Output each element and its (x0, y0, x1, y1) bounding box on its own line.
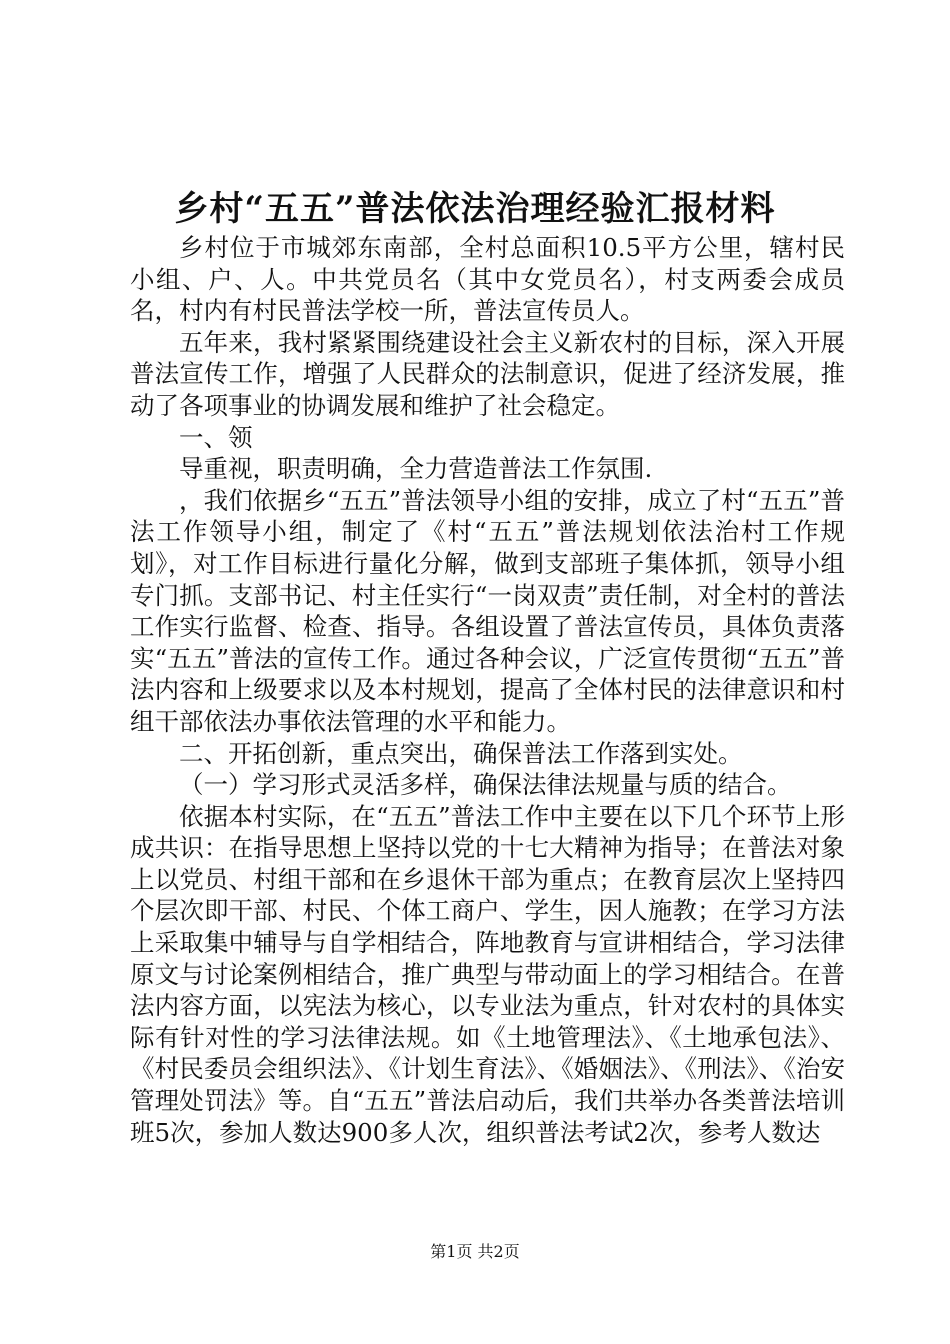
section-heading-2: 二、开拓创新，重点突出，确保普法工作落到实处。 (179, 738, 743, 768)
document-title: 乡村“五五”普法依法治理经验汇报材料 (174, 189, 776, 229)
paragraph-five-years-summary: 五年来，我村紧紧围绕建设社会主义新农村的目标，深入开展普法宣传工作，增强了人民群众的法制意识，促进了经济发展，推动了各项事业的协调发展和维护了社会稳定。 (130, 327, 845, 420)
document-body (130, 232, 845, 1148)
section-heading-1: 一、领 (179, 422, 253, 452)
paragraph-leadership-group: ，我们依据乡“五五”普法领导小组的安排，成立了村“五五”普法工作领导小组，制定了《村“五五”普法规划依法治村工作规划》，对工作目标进行量化分解，做到支部班子集体抓，领导小组专门抓。支部书记、村主任实行“一岗双责”责任制，对全村的普法工作实行监督、检查、指导。各组设置了普法宣传员，具体负责落实“五五”普法的宣传工作。通过各种会议，广泛宣传贯彻“五五”普法内容和上级要求以及本村规划，提高了全体村民的法律意识和村组干部依法办事依法管理的水平和能力。 (130, 485, 845, 736)
page-footer: 第1页 共2页 (430, 1242, 520, 1261)
subsection-heading-2-1: （一）学习形式灵活多样，确保法律法规量与质的结合。 (179, 770, 792, 800)
paragraph-village-overview: 乡村位于市城郊东南部，全村总面积10.5平方公里，辖村民小组、户、人。中共党员名（其中女党员名），村支两委会成员名，村内有村民普法学校一所，普法宣传员人。 (130, 233, 845, 326)
paragraph-study-methods: 依据本村实际，在“五五”普法工作中主要在以下几个环节上形成共识：在指导思想上坚持以党的十七大精神为指导；在普法对象上以党员、村组干部和在乡退休干部为重点；在教育层次上坚持四个层次即干部、村民、个体工商户、学生，因人施教；在学习方法上采取集中辅导与自学相结合，阵地教育与宣讲相结合，学习法律原文与讨论案例相结合，推广典型与带动面上的学习相结合。在普法内容方面，以宪法为核心，以专业法为重点，针对农村的具体实际有针对性的学习法律法规。如《土地管理法》、《土地承包法》、《村民委员会组织法》、《计划生育法》、《婚姻法》、《刑法》、《治安管理处罚法》等。自“五五”普法启动后，我们共举办各类普法培训班5次，参加人数达900多人次，组织普法考试2次，参考人数达 (130, 801, 845, 1147)
section-heading-1-continued: 导重视，职责明确，全力营造普法工作氛围. (179, 454, 653, 484)
